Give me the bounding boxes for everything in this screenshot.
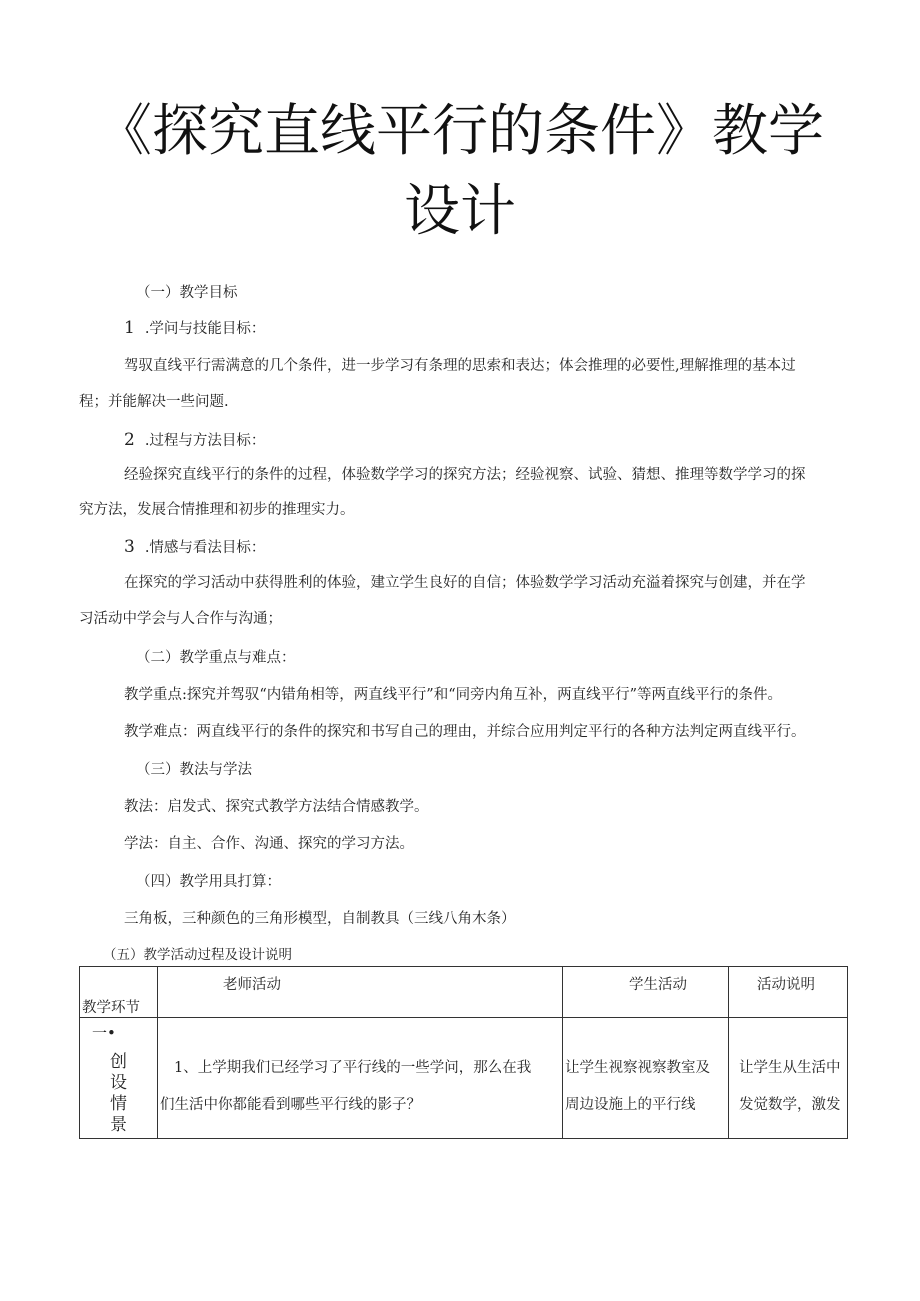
learning-method-text: 学法：自主、合作、沟通、探究的学习方法。 — [124, 836, 414, 852]
stage-cell — [80, 1018, 158, 1139]
header-stage-cell — [80, 967, 158, 1018]
tools-text: 三角板，三种颜色的三角形模型，自制教具（三线八角木条） — [124, 911, 516, 927]
section-1-heading: （一）教学目标 — [136, 285, 238, 301]
table-row — [80, 1018, 848, 1139]
stage-number: 一• — [92, 1024, 116, 1042]
goal-3-title: .情感与看法目标： — [144, 540, 266, 556]
header-note: 活动说明 — [757, 977, 815, 993]
goal-3-text-line-2: 习活动中学会与人合作与沟通； — [79, 611, 282, 627]
header-teacher-cell — [158, 967, 563, 1018]
stage-label — [80, 1052, 157, 1136]
header-stage: 教学环节 — [82, 1000, 140, 1016]
goal-1-number: 1 — [124, 318, 135, 338]
goal-1-text-line-2: 程；并能解决一些问题. — [79, 394, 229, 410]
activity-note-cell — [729, 1018, 848, 1139]
goal-2-text-line-1: 经验探究直线平行的条件的过程，体验数学学习的探究方法；经验视察、试验、猜想、推理等数学学习的探 — [124, 467, 806, 483]
teacher-activity-cell — [158, 1018, 563, 1139]
activity-note-line-1: 让学生从生活中 — [739, 1060, 841, 1076]
header-note-cell — [729, 967, 848, 1018]
stage-char: 设 — [110, 1073, 127, 1093]
goal-2-title: .过程与方法目标： — [144, 433, 266, 449]
goal-3-text-line-1: 在探究的学习活动中获得胜利的体验，建立学生良好的自信；体验数学学习活动充溢着探究与创建，并在学 — [124, 575, 806, 591]
header-student-cell — [563, 967, 729, 1018]
teacher-activity-line-2: 们生活中你都能看到哪些平行线的影子？ — [160, 1097, 421, 1113]
header-teacher: 老师活动 — [223, 977, 281, 993]
header-student: 学生活动 — [629, 977, 687, 993]
activity-note-line-2: 发觉数学，激发 — [739, 1097, 841, 1113]
activity-table — [79, 966, 848, 1139]
stage-char: 创 — [110, 1052, 127, 1072]
teaching-method-text: 教法：启发式、探究式教学方法结合情感教学。 — [124, 799, 429, 815]
difficult-point-text: 教学难点：两直线平行的条件的探究和书写自己的理由，并综合应用判定平行的各种方法判定两直线平行。 — [124, 724, 806, 740]
goal-1-title: .学问与技能目标： — [144, 321, 266, 337]
goal-1-heading — [124, 320, 265, 337]
student-activity-cell — [563, 1018, 729, 1139]
section-3-heading: （三）教法与学法 — [136, 762, 252, 778]
student-activity-line-1: 让学生视察视察教室及 — [565, 1060, 710, 1076]
document-title-line-2: 设计 — [404, 179, 516, 244]
document-title-line-1: 《探究直线平行的条件》教学 — [96, 99, 824, 164]
goal-2-text-line-2: 究方法，发展合情推理和初步的推理实力。 — [79, 502, 355, 518]
section-2-heading: （二）教学重点与难点： — [136, 650, 296, 666]
table-header-row — [80, 967, 848, 1018]
stage-char: 情 — [110, 1094, 127, 1114]
goal-1-text-line-1: 驾驭直线平行需满意的几个条件，进一步学习有条理的思索和表达；体会推理的必要性,理解推理的基本过 — [124, 358, 796, 374]
section-5-heading: （五）教学活动过程及设计说明 — [103, 947, 292, 963]
teacher-activity-line-1: 1、上学期我们已经学习了平行线的一些学问，那么在我 — [174, 1060, 532, 1076]
goal-3-number: 3 — [124, 537, 135, 557]
goal-2-heading — [124, 432, 265, 449]
section-4-heading: （四）教学用具打算： — [136, 874, 281, 890]
key-point-text: 教学重点:探究并驾驭“内错角相等，两直线平行”和“同旁内角互补，两直线平行”等两直线平行的条件。 — [124, 687, 783, 703]
goal-3-heading — [124, 539, 265, 556]
goal-2-number: 2 — [124, 430, 135, 450]
student-activity-line-2: 周边设施上的平行线 — [565, 1097, 696, 1113]
stage-char: 景 — [110, 1115, 127, 1135]
